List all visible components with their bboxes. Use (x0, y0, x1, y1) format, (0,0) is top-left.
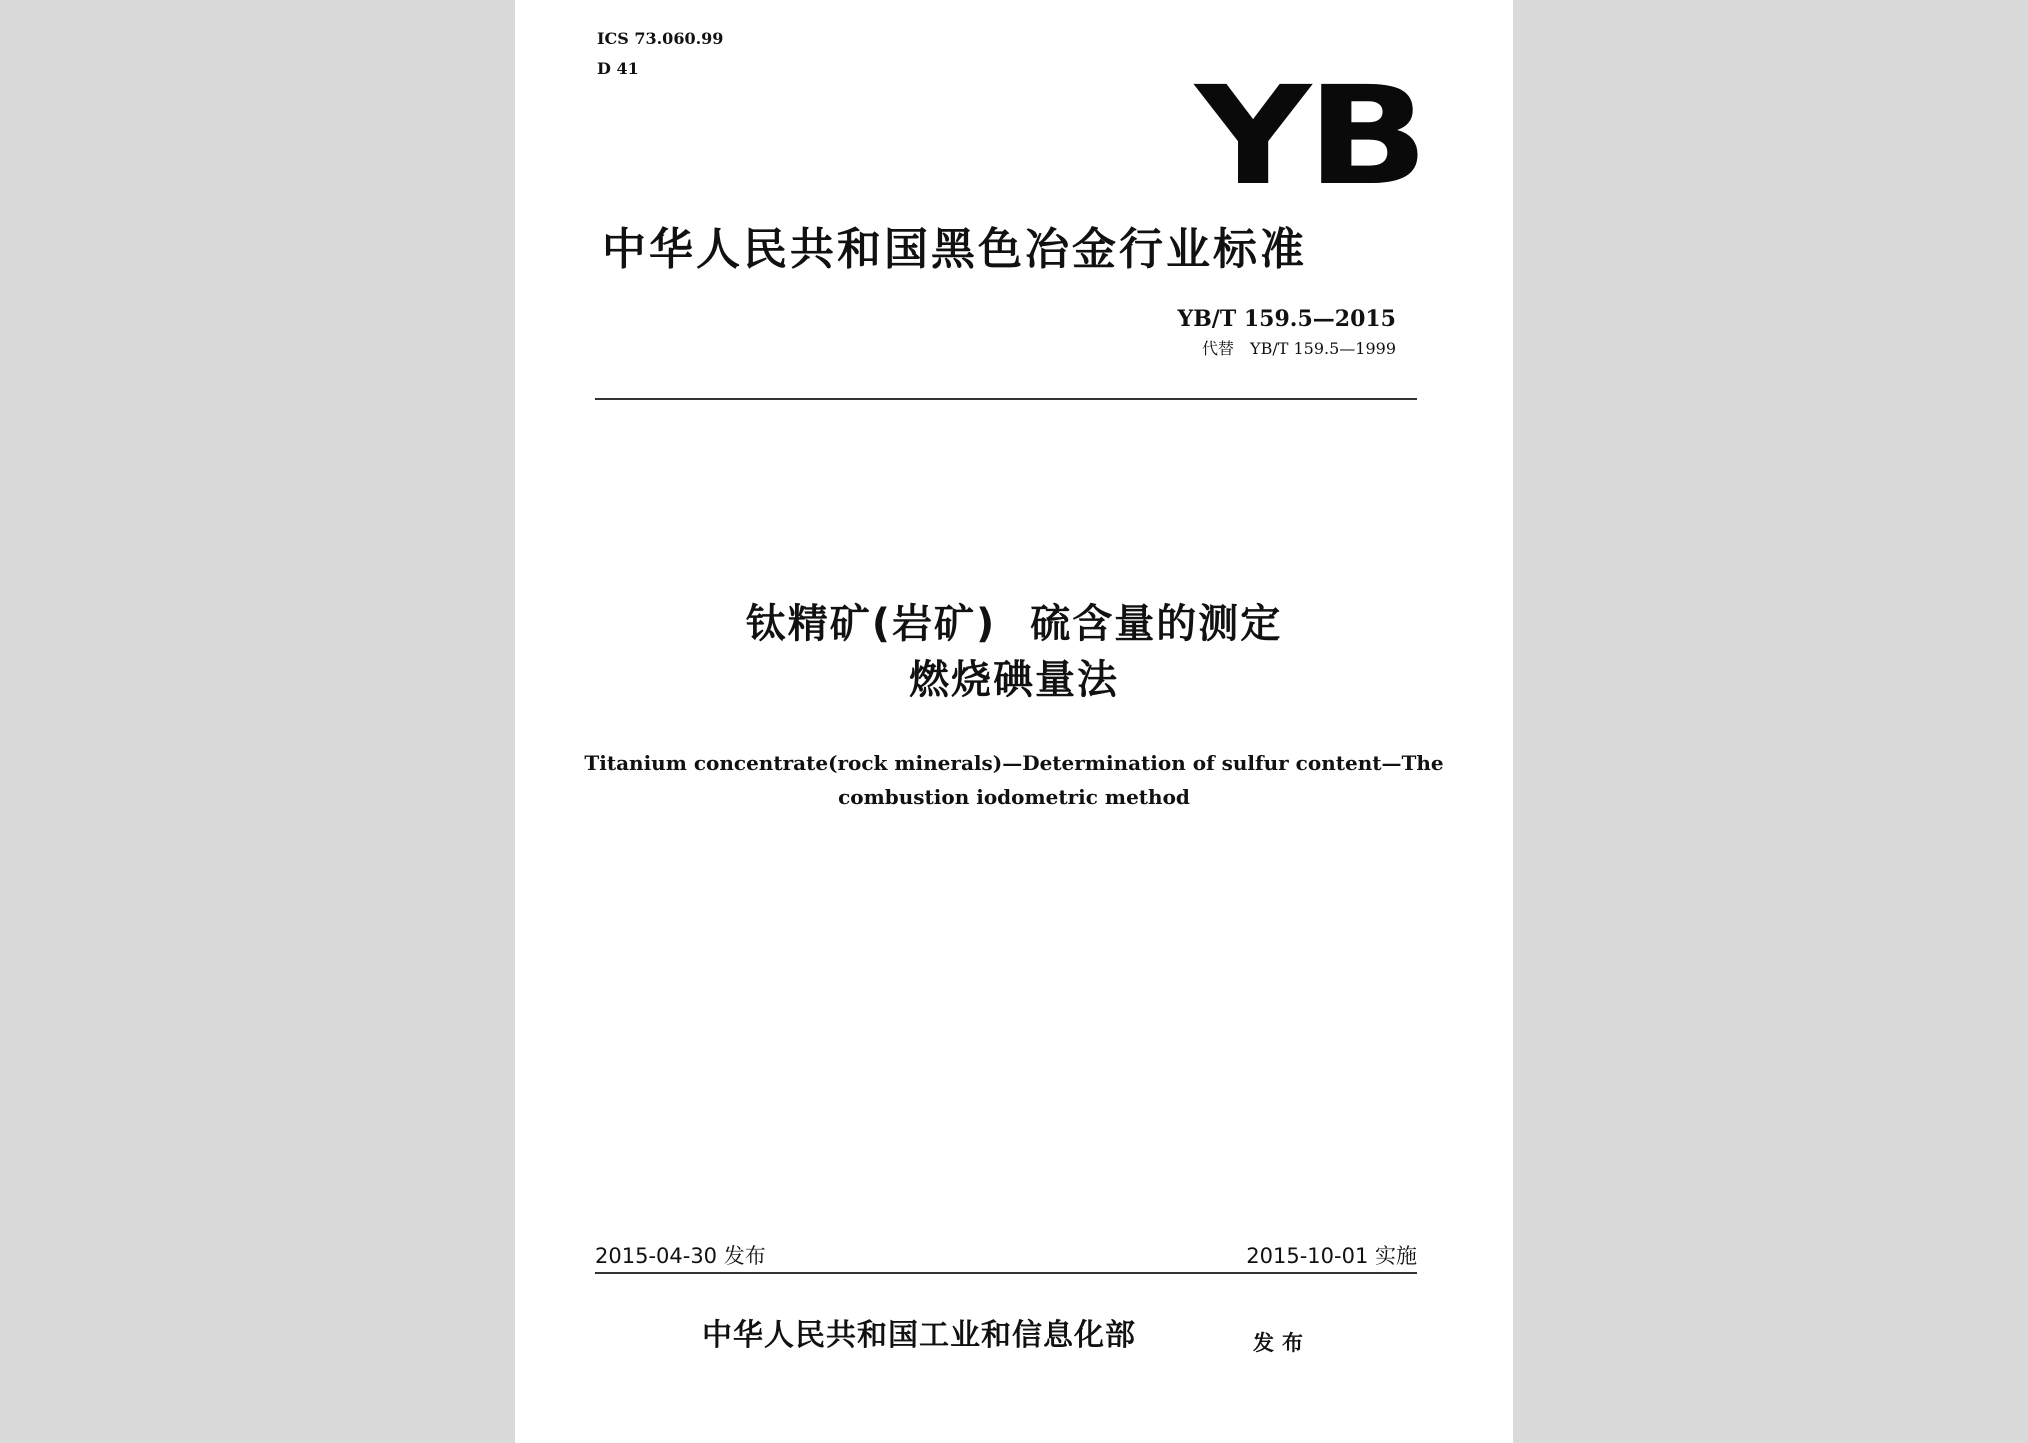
standard-number: YB/T 159.5—2015 (1177, 306, 1396, 332)
replaces-number: YB/T 159.5—1999 (1250, 339, 1396, 358)
bottom-divider (595, 1272, 1417, 1274)
implementation-date: 2015-10-01 实施 (1246, 1244, 1417, 1268)
yb-logo: YB (1195, 58, 1425, 216)
issue-date: 2015-04-30 发布 (595, 1244, 766, 1268)
chinese-title-line-1 (515, 598, 1513, 650)
issue-word: 发布 (1253, 1330, 1311, 1355)
replaces-label: 代替 (1201, 339, 1234, 358)
ccs-code: D 41 (597, 59, 639, 78)
document-page (515, 0, 1513, 1443)
standard-organization-title: 中华人民共和国黑色冶金行业标准 (602, 224, 1307, 275)
chinese-title-part-1: 钛精矿(岩矿) (745, 601, 997, 647)
english-title-line-2: combustion iodometric method (838, 785, 1190, 809)
english-title-line-1: Titanium concentrate(rock minerals)—Determination of sulfur content—The (584, 751, 1444, 775)
chinese-title-part-2: 硫含量的测定 (1030, 601, 1283, 647)
replaces-line (1202, 338, 1396, 360)
issuing-authority: 中华人民共和国工业和信息化部 (702, 1318, 1136, 1353)
ics-code: ICS 73.060.99 (597, 29, 724, 48)
chinese-title-line-2: 燃烧碘量法 (909, 657, 1119, 703)
top-divider (595, 398, 1417, 400)
